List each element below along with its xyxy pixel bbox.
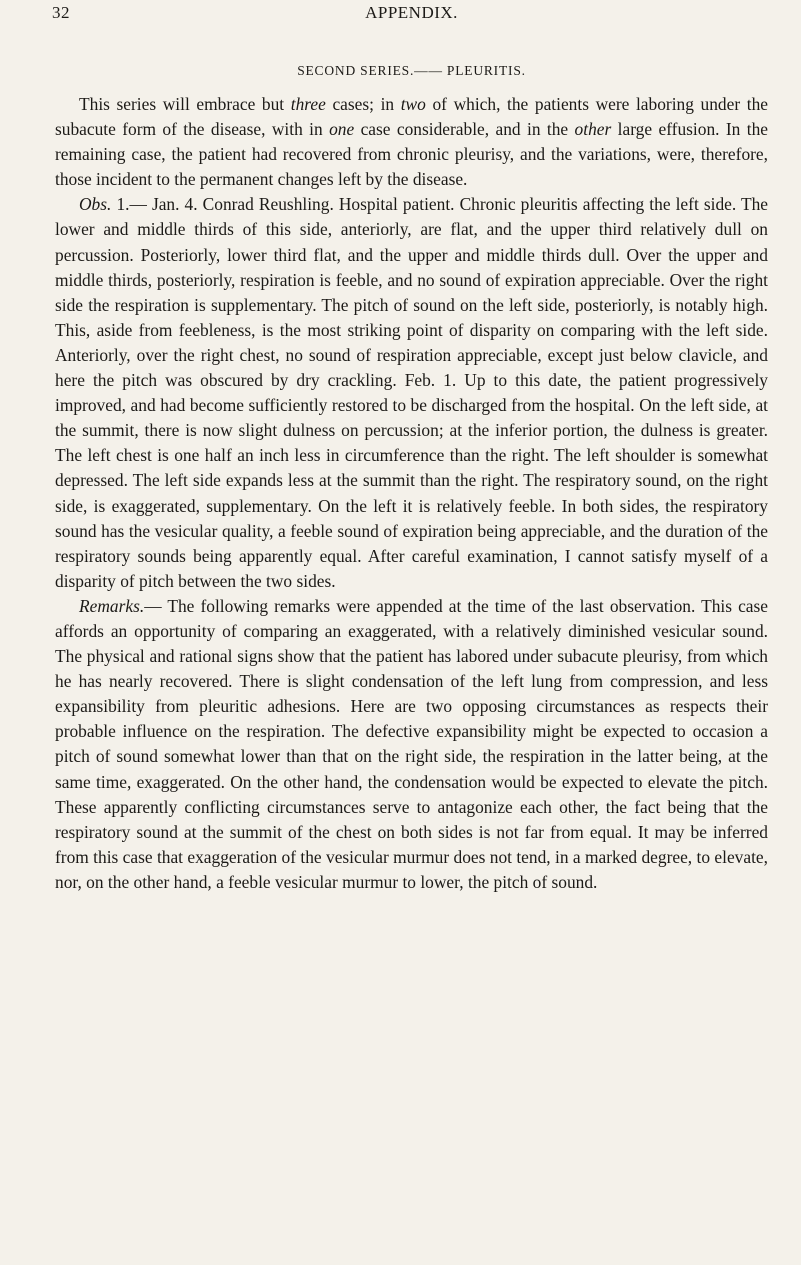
page-number: 32 xyxy=(52,3,70,22)
intro-text: large effusion. In the remaining case, the patient had recovered from chronic pleurisy, and the variations, were, therefore, those incident to the permanent changes left by the disease. xyxy=(55,119,768,190)
section-title: SECOND SERIES.—— PLEURITIS. xyxy=(297,63,526,78)
intro-emphasis: one xyxy=(329,119,355,140)
intro-text: case considerable, and in the xyxy=(354,119,575,140)
intro-text: This series will embrace but xyxy=(79,94,291,114)
remarks-text: — The following remarks were appended at the time of the last observation. This case affords an opportunity of comparing an exaggerated, with a relatively diminished vesicular sound. The physical and rational signs show that the patient has labored under subacute pleurisy, from which he has nearly recovered. There is slight condensation of the left lung from compression, and less expansibility from pleuritic adhesions. Here are two opposing circumstances as respects their probable influence on the respiration. The defective expansibility might be expected to occasion a pitch of sound somewhat lower than that on the right side, the respiration in the latter being, at the same time, exaggerated. On the other hand, the condensation would be expected to elevate the pitch. These apparently conflicting circumstances serve to antagonize each other, the fact being that the respiratory sound at the summit of the chest on both sides is not far from equal. It may be inferred from this case that exaggeration of the vesicular murmur does not tend, in a marked degree, to elevate, nor, on the other hand, a feeble vesicular murmur to lower, the pitch of sound. xyxy=(55,595,768,892)
remarks-paragraph xyxy=(55,594,768,895)
observation-text: 1.— Jan. 4. Conrad Reushling. Hospital patient. Chronic pleuritis affecting the left side. The lower and middle thirds of this side, anteriorly, are flat, and the upper third relatively dull on percussion. Posteriorly, lower third flat, and the upper and middle thirds dull. Over the upper and middle thirds, posteriorly, respiration is feeble, and no sound of expiration appreciable. Over the right side the respiration is supplementary. The pitch of sound on the left side, posteriorly, is notably high. This, aside from feebleness, is the most striking point of disparity on comparing with the left side. Anteriorly, over the right chest, no sound of respiration appreciable, except just below clavicle, and here the pitch was obscured by dry crackling. Feb. 1. Up to this date, the patient progressively improved, and had become sufficiently restored to be discharged from the hospital. On the left side, at the summit, there is now slight dulness on percussion; at the inferior portion, the dulness is greater. The left chest is one half an inch less in circumference than the right. The left shoulder is somewhat depressed. The left side expands less at the summit than the right. The respiratory sound, on the right side, is exaggerated, supplementary. On the left it is relatively feeble. In both sides, the respiratory sound has the vesicular quality, a feeble sound of expiration being appreciable, and the duration of the respiratory sounds being apparently equal. After careful examination, I cannot satisfy myself of a disparity of pitch between the two sides. xyxy=(55,194,768,591)
observation-paragraph xyxy=(55,192,768,594)
observation-label: Obs. xyxy=(79,194,112,215)
intro-text: of which, the patients were laboring under the subacute form of the disease, with in xyxy=(55,94,768,140)
body-text xyxy=(55,92,768,895)
running-head xyxy=(52,3,768,27)
intro-text: cases; in xyxy=(325,94,401,114)
intro-emphasis: two xyxy=(400,94,426,114)
remarks-label: Remarks. xyxy=(79,595,145,616)
intro-emphasis: three xyxy=(290,94,326,114)
intro-emphasis: other xyxy=(574,119,612,140)
intro-paragraph xyxy=(55,92,768,192)
running-title: APPENDIX. xyxy=(365,3,458,22)
